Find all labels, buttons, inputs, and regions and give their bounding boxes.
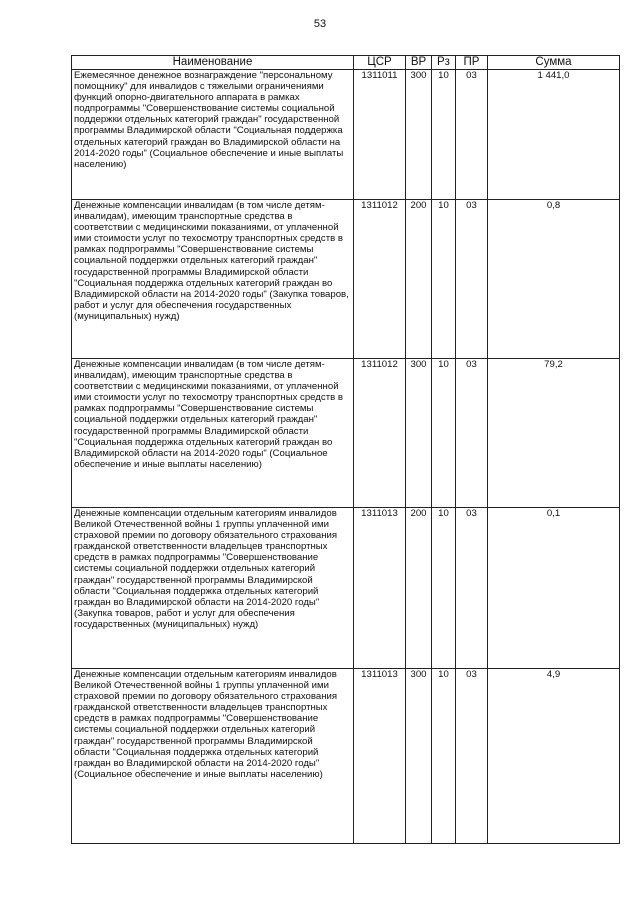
row-rz: 10	[432, 669, 456, 844]
row-rz: 10	[432, 200, 456, 359]
row-csr: 1311013	[354, 669, 406, 844]
row-name: Денежные компенсации инвалидам (в том числе детям-инвалидам), имеющим транспортные средства в соответствии с медицинскими показаниями, от уплаченной ими стоимости услуг по техосмотру транспортных средств в рамках подпрограммы "Совершенствование системы социальной поддержки отдельных категорий граждан" государственной программы Владимирской области "Социальная поддержка отдельных категорий граждан во Владимирской области на 2014-2020 годы" (Закупка товаров, работ и услуг для обеспечения государственных (муниципальных) нужд)	[72, 200, 354, 359]
header-sum: Сумма	[488, 56, 620, 70]
row-pr: 03	[456, 669, 488, 844]
table-row	[72, 70, 620, 200]
row-pr: 03	[456, 508, 488, 669]
row-vr: 300	[406, 359, 432, 508]
table-header-row	[72, 56, 620, 70]
row-rz: 10	[432, 70, 456, 200]
row-vr: 200	[406, 200, 432, 359]
row-name: Денежные компенсации отдельным категориям инвалидов Великой Отечественной войны 1 группы уплаченной ими страховой премии по договору обязательного страхования гражданской ответственности владельцев транспортных средств в рамках подпрограммы "Совершенствование системы социальной поддержки отдельных категорий граждан" государственной программы Владимирской области "Социальная поддержка отдельных категорий граждан во Владимирской области на 2014-2020 годы" (Закупка товаров, работ и услуг для обеспечения государственных (муниципальных) нужд)	[72, 508, 354, 669]
row-pr: 03	[456, 359, 488, 508]
row-sum: 1 441,0	[488, 70, 620, 200]
row-csr: 1311012	[354, 200, 406, 359]
header-vr: ВР	[406, 56, 432, 70]
row-sum: 4,9	[488, 669, 620, 844]
row-name: Денежные компенсации отдельным категориям инвалидов Великой Отечественной войны 1 группы уплаченной ими страховой премии по договору обязательного страхования гражданской ответственности владельцев транспортных средств в рамках подпрограммы "Совершенствование системы социальной поддержки отдельных категорий граждан" государственной программы Владимирской области "Социальная поддержка отдельных категорий граждан во Владимирской области на 2014-2020 годы" (Социальное обеспечение и иные выплаты населению)	[72, 669, 354, 844]
table-row	[72, 669, 620, 844]
row-vr: 300	[406, 70, 432, 200]
header-name: Наименование	[72, 56, 354, 70]
row-csr: 1311013	[354, 508, 406, 669]
row-name: Ежемесячное денежное вознаграждение "персональному помощнику" для инвалидов с тяжелыми ограничениями функций опорно-двигательного аппарата в рамках подпрограммы "Совершенствование системы социальной поддержки отдельных категорий граждан" государственной программы Владимирской области "Социальная поддержка отдельных категорий граждан во Владимирской области на 2014-2020 годы" (Социальное обеспечение и иные выплаты населению)	[72, 70, 354, 200]
row-sum: 79,2	[488, 359, 620, 508]
row-sum: 0,8	[488, 200, 620, 359]
row-vr: 300	[406, 669, 432, 844]
row-vr: 200	[406, 508, 432, 669]
row-csr: 1311012	[354, 359, 406, 508]
row-pr: 03	[456, 200, 488, 359]
header-csr: ЦСР	[354, 56, 406, 70]
table-row	[72, 359, 620, 508]
row-rz: 10	[432, 359, 456, 508]
row-rz: 10	[432, 508, 456, 669]
row-name: Денежные компенсации инвалидам (в том числе детям-инвалидам), имеющим транспортные средства в соответствии с медицинскими показаниями, от уплаченной ими стоимости услуг по техосмотру транспортных средств в рамках подпрограммы "Совершенствование системы социальной поддержки отдельных категорий граждан" государственной программы Владимирской области "Социальная поддержка отдельных категорий граждан во Владимирской области на 2014-2020 годы" (Социальное обеспечение и иные выплаты населению)	[72, 359, 354, 508]
page-number: 53	[313, 18, 327, 30]
header-rz: Рз	[432, 56, 456, 70]
table-row	[72, 508, 620, 669]
header-pr: ПР	[456, 56, 488, 70]
row-sum: 0,1	[488, 508, 620, 669]
table-row	[72, 200, 620, 359]
row-pr: 03	[456, 70, 488, 200]
budget-table	[71, 55, 620, 844]
row-csr: 1311011	[354, 70, 406, 200]
